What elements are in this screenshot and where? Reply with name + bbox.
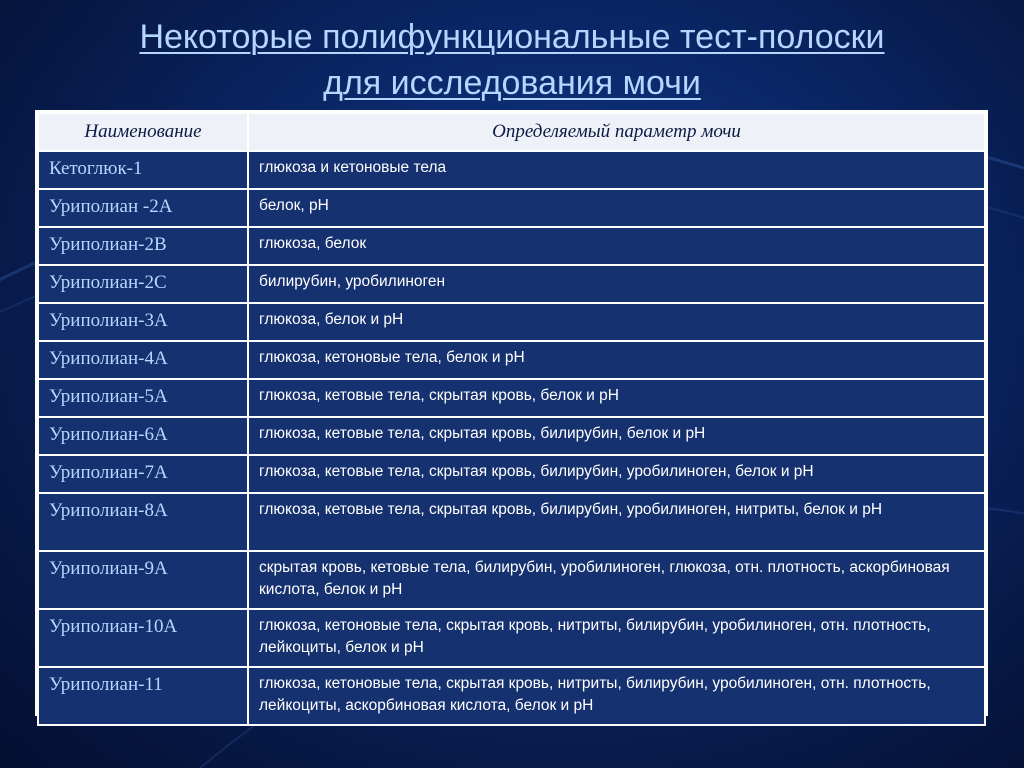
table-row	[38, 227, 985, 265]
table-row	[38, 303, 985, 341]
strip-name: Уриполиан -2А	[38, 189, 248, 227]
strip-name: Уриполиан-2В	[38, 227, 248, 265]
strip-name: Уриполиан-4А	[38, 341, 248, 379]
slide-title-line-1: Некоторые полифункциональные тест-полоски	[139, 18, 885, 56]
table-row	[38, 151, 985, 189]
strip-parameters: глюкоза, белок	[248, 227, 985, 265]
strip-name: Кетоглюк-1	[38, 151, 248, 189]
strip-name: Уриполиан-5А	[38, 379, 248, 417]
table-row	[38, 609, 985, 667]
strip-parameters: глюкоза, кетовые тела, скрытая кровь, билирубин, уробилиноген, нитриты, белок и рН	[248, 493, 985, 551]
strip-parameters: глюкоза, кетоновые тела, скрытая кровь, нитриты, билирубин, уробилиноген, отн. плотность, лейкоциты, аскорбиновая кислота, белок и рН	[248, 667, 985, 725]
strip-name: Уриполиан-3А	[38, 303, 248, 341]
strip-parameters: глюкоза, кетоновые тела, белок и рН	[248, 341, 985, 379]
strip-parameters: глюкоза, кетовые тела, скрытая кровь, белок и рН	[248, 379, 985, 417]
strip-parameters: билирубин, уробилиноген	[248, 265, 985, 303]
strip-name: Уриполиан-8А	[38, 493, 248, 551]
strip-name: Уриполиан-11	[38, 667, 248, 725]
table-row	[38, 667, 985, 725]
strip-parameters: белок, рН	[248, 189, 985, 227]
strip-parameters: глюкоза и кетоновые тела	[248, 151, 985, 189]
slide-title-line-2: для исследования мочи	[323, 64, 701, 102]
table-row	[38, 493, 985, 551]
strip-name: Уриполиан-10А	[38, 609, 248, 667]
table-row	[38, 341, 985, 379]
table-row	[38, 379, 985, 417]
strip-name: Уриполиан-9А	[38, 551, 248, 609]
strip-name: Уриполиан-2С	[38, 265, 248, 303]
test-strips-table	[35, 110, 988, 716]
strip-name: Уриполиан-6А	[38, 417, 248, 455]
table-row	[38, 189, 985, 227]
strip-parameters: скрытая кровь, кетовые тела, билирубин, уробилиноген, глюкоза, отн. плотность, аскорбиновая кислота, белок и рН	[248, 551, 985, 609]
strip-parameters: глюкоза, белок и рН	[248, 303, 985, 341]
strip-name: Уриполиан-7А	[38, 455, 248, 493]
header-parameter: Определяемый параметр мочи	[248, 113, 985, 151]
table-row	[38, 551, 985, 609]
header-name: Наименование	[38, 113, 248, 151]
strip-parameters: глюкоза, кетовые тела, скрытая кровь, билирубин, белок и рН	[248, 417, 985, 455]
table-row	[38, 417, 985, 455]
table-row	[38, 265, 985, 303]
slide-title	[0, 14, 1024, 106]
strip-parameters: глюкоза, кетовые тела, скрытая кровь, билирубин, уробилиноген, белок и рН	[248, 455, 985, 493]
strip-parameters: глюкоза, кетоновые тела, скрытая кровь, нитриты, билирубин, уробилиноген, отн. плотность, лейкоциты, белок и рН	[248, 609, 985, 667]
table-header-row	[38, 113, 985, 151]
table-row	[38, 455, 985, 493]
